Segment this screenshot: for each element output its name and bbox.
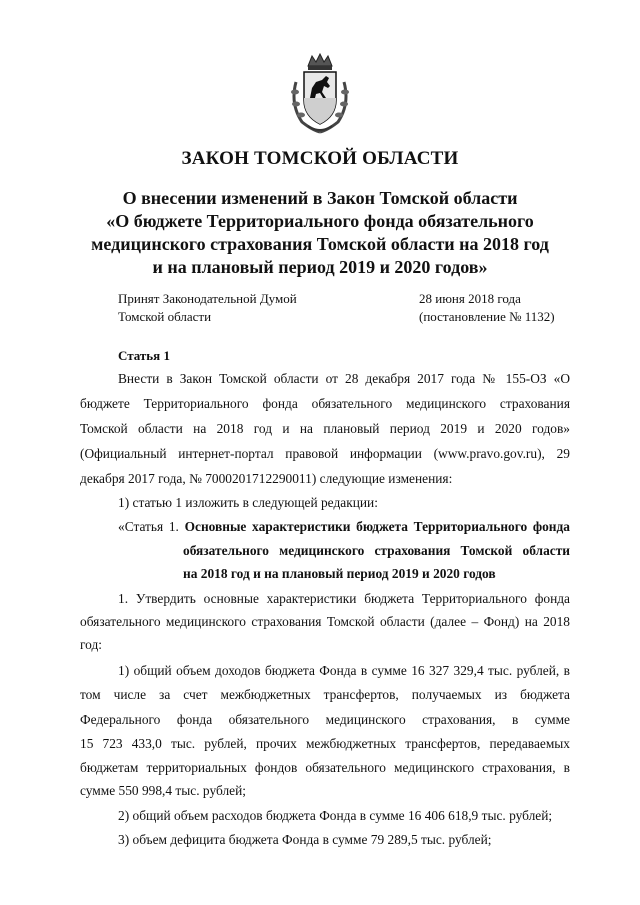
adoption-date [419, 290, 555, 326]
article-heading: Статья 1 [118, 348, 170, 363]
body-line: 1) общий объем доходов бюджета Фонда в сумме 16 327 329,4 тыс. рублей, в [118, 663, 570, 678]
adopted-by-line: Принят Законодательной Думой [118, 291, 297, 306]
quoted-article-title-line [183, 543, 570, 559]
body-line: обязательного медицинского страхования Томской области (далее – Фонд) на 2018 [80, 614, 570, 629]
law-subtitle [64, 187, 576, 279]
body-line: 1) статью 1 изложить в следующей редакции: [118, 495, 378, 510]
body-line: сумме 550 998,4 тыс. рублей; [80, 783, 246, 798]
body-line: год: [80, 637, 103, 652]
body-line: 3) объем дефицита бюджета Фонда в сумме 79 289,5 тыс. рублей; [118, 832, 492, 847]
body-line: 2) общий объем расходов бюджета Фонда в сумме 16 406 618,9 тыс. рублей; [118, 808, 553, 823]
adopted-by-line: Томской области [118, 309, 212, 324]
resolution-number: (постановление № 1132) [419, 309, 555, 324]
adoption-date-line: 28 июня 2018 года [419, 291, 521, 306]
quoted-article-title: обязательного медицинского страхования Томской области [183, 543, 570, 558]
quoted-article-heading [118, 519, 570, 535]
quoted-article-title-line [183, 566, 570, 582]
body-line: бюджете Территориального фонда обязательного медицинского страхования [80, 396, 570, 411]
body-line: декабря 2017 года, № 7000201712290011) следующие изменения: [80, 471, 453, 486]
body-line: Внести в Закон Томской области от 28 декабря 2017 года № 155-ОЗ «О [118, 371, 570, 386]
body-line: 15 723 433,0 тыс. рублей, прочих межбюджетных трансфертов, передаваемых [80, 736, 570, 751]
subtitle-line: О внесении изменений в Закон Томской области [122, 188, 518, 208]
body-line: бюджетам территориальных фондов обязательного медицинского страхования, в [80, 760, 570, 775]
quoted-article-prefix: «Статья 1. [118, 519, 179, 534]
quoted-article-title: Основные характеристики бюджета Территориального фонда [184, 519, 570, 534]
body-line: Томской области на 2018 год и на плановый период 2019 и 2020 годов» [80, 421, 570, 436]
body-line: (Официальный интернет-портал правовой информации (www.pravo.gov.ru), 29 [80, 446, 570, 461]
coat-of-arms-icon [286, 52, 354, 136]
body-line: Федерального фонда обязательного медицинского страхования, в сумме [80, 712, 570, 727]
quoted-article-title: на 2018 год и на плановый период 2019 и 2020 годов [183, 566, 496, 581]
adopted-by [118, 290, 297, 326]
body-line: том числе за счет межбюджетных трансфертов, получаемых из бюджета [80, 687, 570, 702]
body-line: 1. Утвердить основные характеристики бюджета Территориального фонда [118, 591, 570, 606]
subtitle-line: медицинского страхования Томской области на 2018 год [91, 234, 549, 254]
subtitle-line: «О бюджете Территориального фонда обязательного [106, 211, 534, 231]
subtitle-line: и на плановый период 2019 и 2020 годов» [152, 257, 488, 277]
law-title: ЗАКОН ТОМСКОЙ ОБЛАСТИ [181, 148, 459, 169]
